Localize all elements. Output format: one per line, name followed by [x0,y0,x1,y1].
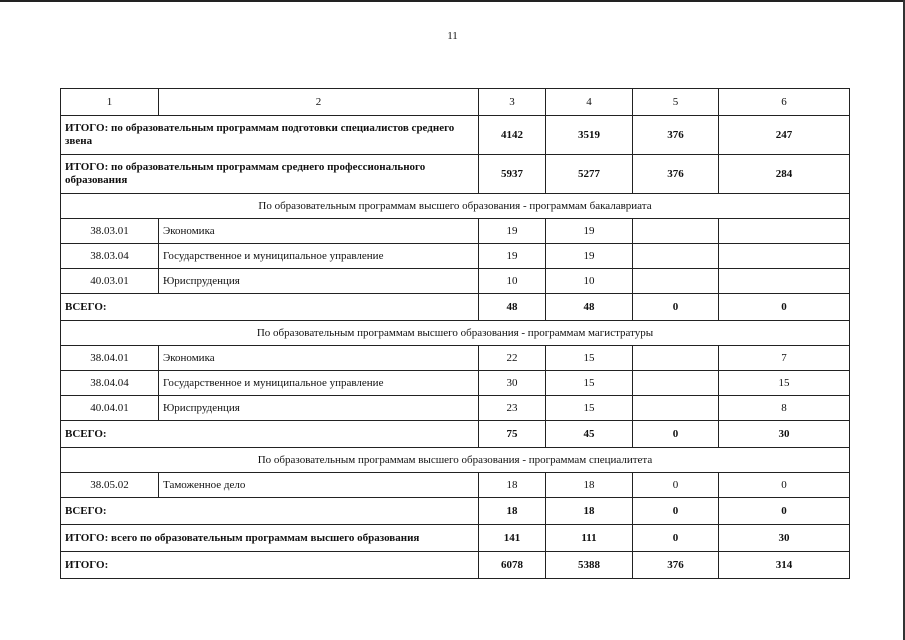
value-cell: 10 [479,269,546,294]
value-cell [633,219,719,244]
program-name: Таможенное дело [159,473,479,498]
column-header: 1 [61,89,159,116]
program-code: 40.03.01 [61,269,159,294]
total-value: 0 [633,421,719,448]
value-cell [633,269,719,294]
value-cell: 18 [546,473,633,498]
table-row [61,346,850,371]
total-value: 48 [546,294,633,321]
program-name: Юриспруденция [159,269,479,294]
column-header: 3 [479,89,546,116]
value-cell: 15 [546,396,633,421]
total-value: 5277 [546,155,633,194]
total-value: 141 [479,525,546,552]
total-value: 247 [719,116,850,155]
total-value: 376 [633,155,719,194]
program-name: Экономика [159,219,479,244]
value-cell [719,219,850,244]
total-value: 4142 [479,116,546,155]
total-value: 18 [479,498,546,525]
total-vo-row [61,525,850,552]
table-row [61,219,850,244]
table-row [61,396,850,421]
column-header: 4 [546,89,633,116]
total-label: ВСЕГО: [61,421,479,448]
value-cell: 0 [633,473,719,498]
total-value: 3519 [546,116,633,155]
total-label: ИТОГО: [61,552,479,579]
bachelor-total-row [61,294,850,321]
total-value: 48 [479,294,546,321]
column-header: 6 [719,89,850,116]
value-cell: 30 [479,371,546,396]
value-cell: 22 [479,346,546,371]
total-value: 0 [633,525,719,552]
column-number-row [61,89,850,116]
value-cell: 15 [546,371,633,396]
total-value: 376 [633,116,719,155]
value-cell: 10 [546,269,633,294]
value-cell: 15 [546,346,633,371]
total-label: ИТОГО: по образовательным программам среднего профессионального образования [61,155,479,194]
total-value: 6078 [479,552,546,579]
section-header-bachelor [61,194,850,219]
column-header: 5 [633,89,719,116]
value-cell [633,371,719,396]
total-value: 18 [546,498,633,525]
grand-total-row [61,552,850,579]
table-row [61,371,850,396]
total-value: 0 [719,294,850,321]
page-number: 11 [447,30,458,42]
program-code: 38.05.02 [61,473,159,498]
total-label: ИТОГО: всего по образовательным программам высшего образования [61,525,479,552]
total-label: ИТОГО: по образовательным программам подготовки специалистов среднего звена [61,116,479,155]
total-value: 0 [719,498,850,525]
total-label: ВСЕГО: [61,294,479,321]
value-cell: 19 [546,219,633,244]
program-name: Юриспруденция [159,396,479,421]
total-value: 0 [633,294,719,321]
program-code: 38.03.01 [61,219,159,244]
value-cell: 19 [546,244,633,269]
value-cell: 23 [479,396,546,421]
page-top-border [0,0,905,2]
table-row [61,473,850,498]
value-cell: 8 [719,396,850,421]
section-header-specialist [61,448,850,473]
total-value: 376 [633,552,719,579]
program-code: 38.03.04 [61,244,159,269]
table-row [61,244,850,269]
total-value: 111 [546,525,633,552]
total-label: ВСЕГО: [61,498,479,525]
value-cell [719,244,850,269]
section-title: По образовательным программам высшего образования - программам специалитета [61,448,850,473]
program-name: Экономика [159,346,479,371]
section-title: По образовательным программам высшего образования - программам магистратуры [61,321,850,346]
master-total-row [61,421,850,448]
program-code: 38.04.01 [61,346,159,371]
total-spo-row [61,155,850,194]
total-value: 30 [719,421,850,448]
value-cell: 7 [719,346,850,371]
value-cell: 18 [479,473,546,498]
value-cell: 15 [719,371,850,396]
value-cell: 19 [479,244,546,269]
program-code: 40.04.01 [61,396,159,421]
value-cell: 19 [479,219,546,244]
section-title: По образовательным программам высшего образования - программам бакалавриата [61,194,850,219]
total-spo-mid-row [61,116,850,155]
education-programs-table [60,88,850,579]
value-cell [633,346,719,371]
program-code: 38.04.04 [61,371,159,396]
total-value: 284 [719,155,850,194]
value-cell: 0 [719,473,850,498]
value-cell [719,269,850,294]
value-cell [633,244,719,269]
value-cell [633,396,719,421]
total-value: 45 [546,421,633,448]
total-value: 30 [719,525,850,552]
total-value: 75 [479,421,546,448]
program-name: Государственное и муниципальное управление [159,244,479,269]
specialist-total-row [61,498,850,525]
total-value: 314 [719,552,850,579]
program-name: Государственное и муниципальное управление [159,371,479,396]
section-header-master [61,321,850,346]
total-value: 5388 [546,552,633,579]
total-value: 5937 [479,155,546,194]
table-row [61,269,850,294]
total-value: 0 [633,498,719,525]
column-header: 2 [159,89,479,116]
